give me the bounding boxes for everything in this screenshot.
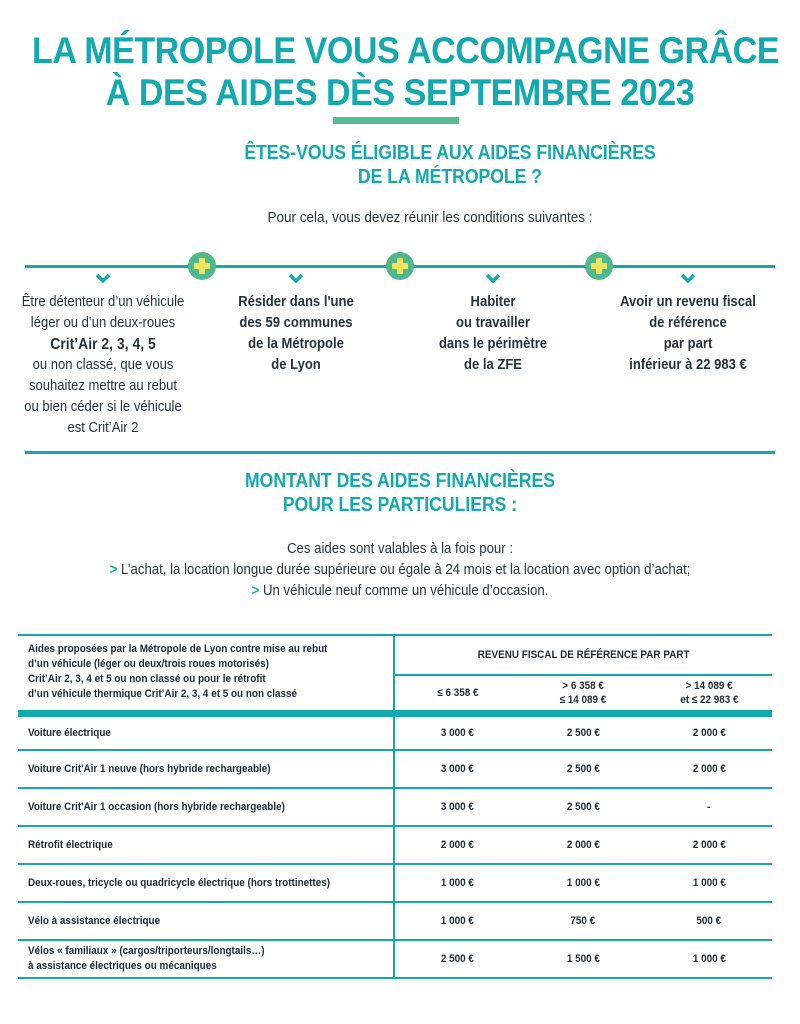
aids-table [18, 635, 772, 979]
row-value [520, 902, 646, 940]
row-label [18, 750, 394, 788]
value-text: 750 € [570, 915, 596, 927]
arrow-right-icon: > [109, 561, 118, 578]
table-row [18, 713, 772, 750]
condition-line: Résider dans l'une [238, 294, 354, 310]
row-value [646, 750, 772, 788]
income-group-header [394, 635, 772, 675]
value-text: 1 000 € [440, 915, 475, 927]
value-text: 2 500 € [566, 763, 600, 775]
row-label-text: Deux-roues, tricycle ou quadricycle électrique (hors trottinettes) [28, 877, 331, 889]
value-text: 1 500 € [566, 953, 600, 965]
row-value [520, 940, 646, 978]
value-text: - [707, 801, 711, 813]
table-group-header-row [18, 635, 772, 675]
table-row [18, 750, 772, 788]
group-header-text: REVENU FISCAL DE RÉFÉRENCE PAR PART [477, 648, 690, 661]
row-value [520, 788, 646, 826]
amounts-bullet [48, 559, 752, 580]
value-text: 2 500 € [566, 801, 600, 813]
row-value [520, 826, 646, 864]
condition-line: de la Métropole [248, 336, 344, 352]
column-header-text: et ≤ 22 983 € [679, 693, 739, 706]
row-value [394, 902, 520, 940]
plus-icon [585, 252, 613, 280]
amounts-heading [206, 469, 593, 517]
condition-line: Avoir un revenu fiscal [620, 294, 756, 310]
table-row [18, 826, 772, 864]
row-label-text: Voiture électrique [28, 726, 111, 739]
condition-line: Être détenteur d’un véhicule [21, 294, 185, 310]
plus-icon [386, 252, 414, 280]
condition-line: Habiter [470, 294, 516, 310]
value-text: 1 000 € [566, 877, 600, 889]
row-label [18, 940, 394, 978]
eligibility-intro: Pour cela, vous devez réunir les conditions suivantes : [267, 209, 593, 226]
amounts-heading-line-1: MONTANT DES AIDES FINANCIÈRES [245, 470, 555, 492]
condition-line: inférieur à 22 983 € [629, 357, 747, 373]
condition-line: de la ZFE [463, 357, 523, 373]
amounts-heading-line-2: POUR LES PARTICULIERS : [282, 494, 518, 516]
condition-income [598, 292, 778, 376]
header-label-line: Aides proposées par la Métropole de Lyon contre mise au rebut [28, 643, 328, 656]
condition-line: est Crit’Air 2 [67, 420, 139, 436]
chevron-down-icon [486, 273, 500, 283]
row-label [18, 713, 394, 750]
header-label-line: d’un véhicule thermique Crit’Air 2, 3, 4 et 5 ou non classé [28, 688, 298, 701]
row-value [520, 713, 646, 750]
value-text: 2 500 € [440, 953, 475, 965]
row-value [520, 864, 646, 902]
row-value [646, 940, 772, 978]
page-title-line-2: À DES AIDES DÈS SEPTEMBRE 2023 [105, 72, 695, 113]
row-value [646, 826, 772, 864]
value-text: 2 000 € [566, 839, 600, 851]
condition-residence [206, 292, 386, 376]
title-underline [333, 117, 459, 124]
amounts-note [0, 538, 800, 601]
condition-line: souhaitez mettre au rebut [29, 378, 177, 394]
condition-zfe [403, 292, 583, 376]
row-value [394, 864, 520, 902]
arrow-right-icon: > [251, 582, 260, 599]
condition-line: de référence [649, 315, 727, 331]
column-header-text: ≤ 14 089 € [559, 693, 607, 706]
condition-line: des 59 communes [239, 315, 353, 331]
value-text: 3 000 € [440, 763, 475, 775]
condition-line: dans le périmètre [438, 336, 548, 352]
condition-vehicle [13, 292, 193, 439]
row-label [18, 826, 394, 864]
column-header-text: > 6 358 € [562, 679, 604, 692]
value-text: 1 000 € [440, 877, 475, 889]
amounts-bullet [48, 580, 752, 601]
row-label-text: Rétrofit électrique [28, 839, 113, 851]
condition-line: par part [663, 336, 713, 352]
table-row [18, 864, 772, 902]
row-value [646, 788, 772, 826]
value-text: 2 000 € [692, 726, 726, 739]
row-label-text: Voiture Crit'Air 1 neuve (hors hybride rechargeable) [28, 763, 271, 775]
condition-line-emphasis: Crit’Air 2, 3, 4, 5 [50, 336, 156, 353]
value-text: 1 000 € [692, 877, 726, 889]
page-title [32, 30, 780, 114]
eligibility-heading-line-2: DE LA MÉTROPOLE ? [357, 166, 543, 188]
bullet-text: Un véhicule neuf comme un véhicule d’occasion. [262, 582, 549, 599]
column-header-2 [520, 675, 646, 713]
row-label [18, 788, 394, 826]
section-divider [25, 451, 775, 454]
value-text: 1 000 € [692, 953, 726, 965]
value-text: 2 500 € [566, 726, 600, 739]
condition-line: léger ou d’un deux-roues [30, 315, 176, 331]
row-value [394, 750, 520, 788]
eligibility-heading [212, 141, 687, 189]
value-text: 3 000 € [440, 801, 475, 813]
plus-icon [188, 252, 216, 280]
row-value [394, 826, 520, 864]
row-label-text: Vélo à assistance électrique [28, 915, 161, 927]
table-row [18, 940, 772, 978]
table-row [18, 902, 772, 940]
row-label-text: à assistance électriques ou mécaniques [28, 960, 217, 972]
chevron-down-icon [289, 273, 303, 283]
row-label-text: Voiture Crit'Air 1 occasion (hors hybride rechargeable) [28, 801, 285, 813]
condition-line: ou bien céder si le véhicule [24, 399, 182, 415]
row-label-text: Vélos « familiaux » (cargos/triporteurs/longtails…) [28, 945, 265, 957]
value-text: 2 000 € [692, 839, 726, 851]
row-label [18, 902, 394, 940]
value-text: 2 000 € [692, 763, 726, 775]
column-header-1 [394, 675, 520, 713]
eligibility-heading-line-1: ÊTES-VOUS ÉLIGIBLE AUX AIDES FINANCIÈRES [244, 142, 656, 164]
table-row [18, 788, 772, 826]
condition-line: de Lyon [271, 357, 321, 373]
row-value [646, 902, 772, 940]
row-value [646, 864, 772, 902]
condition-line: ou travailler [456, 315, 530, 331]
chevron-down-icon [96, 273, 110, 283]
table-header-label [18, 635, 394, 713]
column-header-text: > 14 089 € [685, 679, 733, 692]
row-value [520, 750, 646, 788]
row-label [18, 864, 394, 902]
bullet-text: L’achat, la location longue durée supérieure ou égale à 24 mois et la location avec option d’achat; [120, 561, 691, 578]
value-text: 500 € [696, 915, 722, 927]
amounts-intro: Ces aides sont valables à la fois pour : [287, 540, 513, 557]
chevron-down-icon [681, 273, 695, 283]
row-value [394, 713, 520, 750]
column-header-text: ≤ 6 358 € [436, 686, 479, 699]
value-text: 2 000 € [440, 839, 475, 851]
column-header-3 [646, 675, 772, 713]
row-value [394, 788, 520, 826]
row-value [394, 940, 520, 978]
header-label-line: Crit’Air 2, 3, 4 et 5 ou non classé ou pour le rétrofit [28, 673, 266, 686]
condition-line: ou non classé, que vous [32, 357, 174, 373]
page-title-line-1: LA MÉTROPOLE VOUS ACCOMPAGNE GRÂCE [32, 30, 780, 71]
value-text: 3 000 € [440, 726, 475, 739]
header-label-line: d’un véhicule (léger ou deux/trois roues motorisés) [28, 658, 269, 671]
row-value [646, 713, 772, 750]
